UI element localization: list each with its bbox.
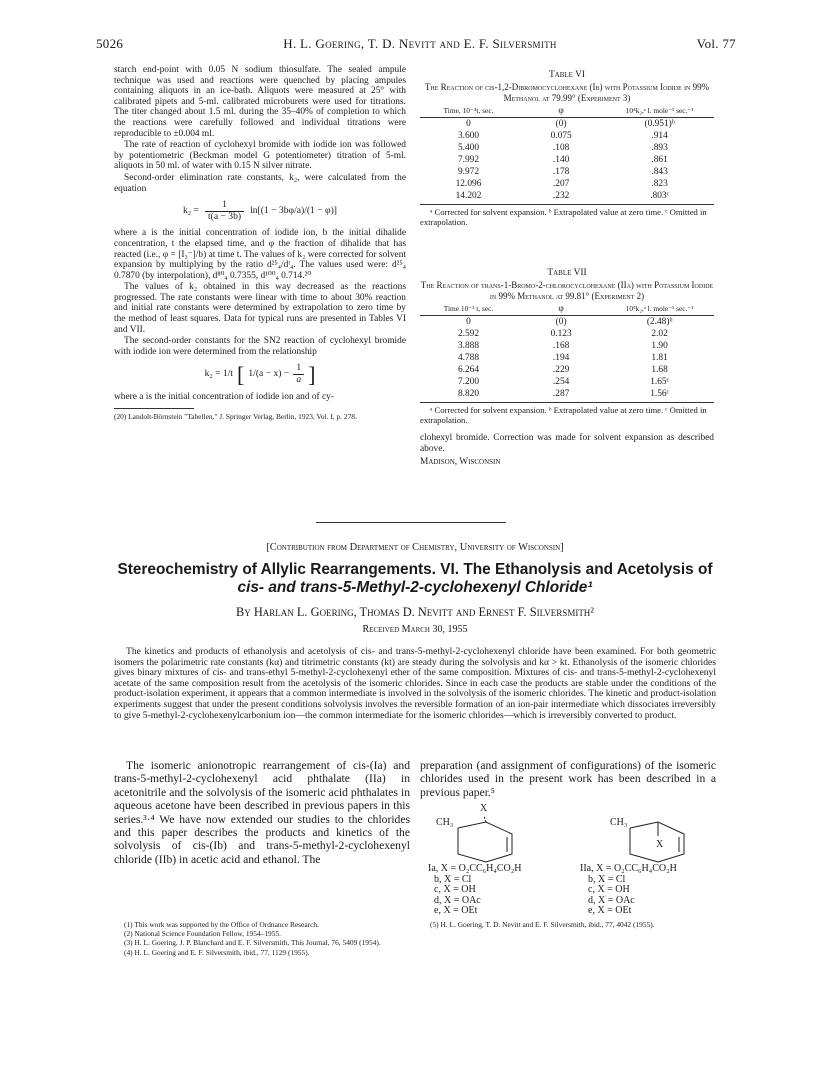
page-number: 5026 bbox=[96, 36, 124, 51]
paragraph: The rate of reaction of cyclohexyl bromide with iodide ion was followed by potentiometric (Beckman model G potentiometer) titration of 5-ml. aliquots in 50 ml. of water with 0.15 N silver nitrate. bbox=[114, 140, 406, 172]
section-divider bbox=[316, 522, 506, 523]
legend-line: c, X = OH bbox=[434, 884, 476, 895]
table-cell: .108 bbox=[552, 143, 570, 153]
running-head-authors: H. L. Goering, T. D. Nevitt and E. F. Silversmith bbox=[283, 36, 557, 51]
table-cell: 14.202 bbox=[455, 191, 482, 201]
methyl-label: CH₃ bbox=[436, 817, 454, 828]
table-cell: 1.56ᶜ bbox=[650, 389, 669, 399]
abstract bbox=[114, 647, 716, 721]
table-note: ᵃ Corrected for solvent expansion. ᵇ Extrapolated value at zero time. ᶜ Omitted in extrapolation. bbox=[420, 207, 707, 227]
table-cell: 3.888 bbox=[457, 341, 480, 351]
table-body bbox=[420, 118, 714, 203]
table-row bbox=[420, 340, 714, 352]
legend-line: IIa, X = O₂CC₆H₄CO₂H bbox=[580, 863, 677, 874]
table-row bbox=[420, 178, 714, 190]
table-rule bbox=[420, 204, 714, 205]
table-cell: (0) bbox=[555, 119, 567, 129]
table-cell: (0) bbox=[555, 317, 567, 327]
legend-line: e, X = OEt bbox=[588, 905, 632, 916]
table-cell: .861 bbox=[651, 155, 668, 165]
footnote: (5) H. L. Goering, T. D. Nevitt and E. F. Silversmith, ibid., 77, 4042 (1955). bbox=[430, 920, 655, 929]
table-cell: .194 bbox=[552, 353, 570, 363]
paragraph: where a is the initial concentration of iodide ion and of cy- bbox=[114, 391, 334, 402]
fraction-numerator: 1 bbox=[222, 199, 227, 211]
table-cell: .168 bbox=[552, 341, 570, 351]
footnote: (3) H. L. Goering, J. P. Blanchard and E. F. Silversmith, This Journal, 76, 5409 (1954). bbox=[124, 938, 381, 948]
table-cell: 1.65ᶜ bbox=[650, 377, 669, 387]
table-cell: .914 bbox=[651, 131, 668, 141]
table-row bbox=[420, 364, 714, 376]
structure-legend bbox=[428, 864, 521, 917]
footnote: (4) H. L. Goering and E. F. Silversmith, ibid., 77, 1129 (1955). bbox=[124, 947, 310, 957]
bracket-close: ] bbox=[308, 361, 316, 387]
location-line: Madison, Wisconsin bbox=[420, 457, 501, 468]
table-row bbox=[420, 352, 714, 364]
legend-line: b, X = Cl bbox=[588, 873, 626, 885]
table-label: Table VI bbox=[548, 70, 586, 80]
equation-k2 bbox=[114, 200, 406, 222]
table-cell: .843 bbox=[651, 167, 668, 177]
table-row bbox=[420, 130, 714, 142]
table-cell: 5.400 bbox=[457, 143, 480, 153]
table-cell: 8.820 bbox=[457, 389, 480, 399]
table-cell: (2.48)ᵇ bbox=[646, 317, 673, 327]
table-caption: The Reaction of cis-1,2-Dibromocyclohexane (Ib) with Potassium Iodide in 99% Methanol at 79.99° (Experiment 3) bbox=[424, 82, 710, 103]
table-cell: .893 bbox=[651, 143, 668, 153]
table-cell: 2.592 bbox=[457, 329, 480, 339]
byline: By Harlan L. Goering, Thomas D. Nevitt and Ernest F. Silversmith² bbox=[235, 605, 595, 619]
substituent-x: X bbox=[480, 803, 488, 814]
paragraph: starch end-point with 0.05 N sodium thiosulfate. The sealed ampule technique was used and reactions were quenched by placing ampules containing aliquots in an ice-bath. Aliquots were measured at 25° with calibrated pipets and 5-ml. calibrated microburets were used for titrations. The titer changed about 1.5 ml. during the 35–40% of completion to which the reactions were carefully followed and individual titrations were reproducible to ±0.004 ml. bbox=[114, 65, 406, 139]
table-row bbox=[420, 154, 714, 166]
data-table bbox=[420, 107, 714, 202]
table-cell: .823 bbox=[651, 179, 668, 189]
legend-line: Ia, X = O₂CC₆H₄CO₂H bbox=[428, 863, 522, 874]
legend-line: e, X = OEt bbox=[434, 905, 478, 916]
table-cell: 0.123 bbox=[550, 329, 572, 339]
article-title bbox=[90, 561, 740, 597]
legend-line: d, X = OAc bbox=[434, 894, 481, 906]
paragraph: where a is the initial concentration of iodide ion, b the initial dihalide concentration, t the elapsed time, and φ the fraction of dihalide that has reacted (i.e., φ = [I₃⁻]/b) at time t. The values of k₂ were corrected for solvent expansion by multiplying by the ratio d²⁵₄/dᵗ₄. The values used were: d²⁵₄ 0.7870 (by interpolation), d⁸⁰₄ 0.7355, d¹⁰⁰₄ 0.714.²⁰ bbox=[114, 228, 406, 281]
table-cell: .140 bbox=[552, 155, 570, 165]
paragraph: The values of k₂ obtained in this way decreased as the reactions progressed. The rate constants were linear with time to about 30% reaction and initial rate constants were determined by extrapolation to zero time by the method of least squares. Data for typical runs are presented in Tables VI and VII. bbox=[114, 282, 406, 335]
structure-cis bbox=[426, 804, 576, 914]
footnote-20: (20) Landolt-Börnstein "Tabellen," J. Springer Verlag, Berlin, 1923, Vol. I, p. 278. bbox=[114, 412, 357, 422]
legend-line: c, X = OH bbox=[588, 884, 630, 895]
volume-label: Vol. 77 bbox=[696, 36, 736, 51]
legend-line: d, X = OAc bbox=[588, 894, 635, 906]
table-vi bbox=[420, 70, 714, 227]
contribution-line: [Contribution from Department of Chemistry, University of Wisconsin] bbox=[266, 542, 564, 553]
equation-lhs: k₂ = 1/t bbox=[204, 368, 234, 380]
table-cell: 2.02 bbox=[651, 329, 668, 339]
bracket-open: [ bbox=[237, 361, 245, 387]
legend-line: b, X = Cl bbox=[434, 873, 472, 885]
table-row bbox=[420, 376, 714, 388]
table-cell: .232 bbox=[552, 191, 570, 201]
table-cell: 12.096 bbox=[455, 179, 482, 189]
table-vii bbox=[420, 268, 714, 468]
table-cell: 7.200 bbox=[457, 377, 480, 387]
table-cell: .207 bbox=[552, 179, 570, 189]
paragraph: clohexyl bromide. Correction was made for solvent expansion as described above. bbox=[420, 433, 714, 454]
column-header: Time 10⁻³ t, sec. bbox=[420, 305, 517, 316]
table-cell: .803ᶜ bbox=[650, 191, 669, 201]
column-header: 10⁴k₂,ᵃ l. mole⁻¹ sec.⁻¹ bbox=[605, 107, 714, 118]
table-cell: 7.992 bbox=[457, 155, 480, 165]
fraction-numerator: 1 bbox=[296, 362, 302, 374]
table-cell: 1.68 bbox=[651, 365, 668, 375]
footnotes-right bbox=[420, 920, 716, 929]
fraction bbox=[205, 200, 244, 222]
paragraph: preparation (and assignment of configurations) of the isomeric chlorides used in the present work has been described in a previous paper.⁵ bbox=[420, 759, 716, 799]
received-date: Received March 30, 1955 bbox=[362, 624, 468, 635]
equation-rhs: ln[(1 − 3bφ/a)/(1 − φ)] bbox=[250, 204, 337, 216]
data-table bbox=[420, 305, 714, 400]
footnote: (2) National Science Foundation Fellow, 1954–1955. bbox=[124, 929, 281, 939]
table-cell: 4.788 bbox=[457, 353, 480, 363]
column-header: Time, 10⁻⁴t, sec. bbox=[420, 107, 517, 118]
table-cell: .254 bbox=[552, 377, 570, 387]
paragraph: The isomeric anionotropic rearrangement of cis-(Ia) and trans-5-methyl-2-cyclohexenyl acid phthalate (IIa) in acetonitrile and the solvolysis of the isomeric acid phthalates in aqueous acetone have been described in previous papers in this series.³·⁴ We have now extended our studies to the chlorides and this paper describes the products and kinetics of the solvolysis of cis-(Ib) and trans-5-methyl-2-cyclohexenyl chloride (IIb) in acetic acid and ethanol. The bbox=[114, 759, 410, 866]
table-row bbox=[420, 316, 714, 329]
cyclohexene-ring-icon bbox=[452, 814, 522, 864]
table-row bbox=[420, 328, 714, 340]
table-cell: 1.81 bbox=[651, 353, 668, 363]
body-right-column bbox=[420, 759, 716, 799]
table-cell: 1.90 bbox=[651, 341, 668, 351]
table-row bbox=[420, 118, 714, 131]
table-header-row bbox=[420, 305, 714, 316]
structure-legend bbox=[580, 864, 677, 917]
abstract-text: The kinetics and products of ethanolysis and acetolysis of cis- and trans-5-methyl-2-cyclohexenyl chloride have been examined. For both geometric isomers the polarimetric rate constants (kα) and titrimetric constants (kt) are steady during the solvolysis and kα > kt. Ethanolysis of the isomeric chlorides gives binary mixtures of cis- and trans-ethyl 5-methyl-2-cyclohexenyl ether of the same composition. Mixtures of cis- and trans-5-methyl-2-cyclohexenyl acetate of the same composition result from the acetolysis of the isomeric chlorides. Since in each case the products are stable under the conditions of the product-isolation experiment, it appears that a common intermediate is involved in the solvolysis of the isomeric chlorides. The kinetic and product-isolation experiments suggest that under the present conditions solvolysis involves the reversible formation of an ion-pair intermediate which dissociates irreversibly to give 5-methyl-2-cyclohexenylcarbonium ion—the common intermediate for the isomeric chlorides—which is irreversibly converted to product. bbox=[114, 646, 716, 721]
paragraph: Second-order elimination rate constants, k₂, were calculated from the equation bbox=[114, 172, 406, 194]
equation-lhs: k₂ = bbox=[183, 204, 199, 216]
equation-term: 1/(a − x) − bbox=[248, 368, 290, 380]
table-caption: The Reaction of trans-1-Bromo-2-chlorocyclohexane (IIa) with Potassium Iodide in 99% Methanol at 99.81° (Experiment 2) bbox=[420, 280, 714, 301]
table-cell: .287 bbox=[552, 389, 570, 399]
body-left-column bbox=[114, 759, 410, 866]
table-cell: 0 bbox=[466, 317, 471, 327]
table-cell: 0.075 bbox=[550, 131, 572, 141]
table-row bbox=[420, 190, 714, 202]
fraction bbox=[293, 363, 304, 385]
table-row bbox=[420, 166, 714, 178]
table-cell: 3.600 bbox=[457, 131, 480, 141]
column-header: 10⁵k₂,ᵃ l. mole⁻¹ sec.⁻¹ bbox=[605, 305, 714, 316]
title-line: cis- and trans-5-Methyl-2-cyclohexenyl Chloride¹ bbox=[237, 579, 593, 596]
footnote: (1) This work was supported by the Office of Ordnance Research. bbox=[124, 920, 319, 929]
table-cell: 6.264 bbox=[457, 365, 480, 375]
column-header: φ bbox=[517, 107, 605, 118]
fraction-denominator: a bbox=[293, 374, 304, 386]
methyl-label: CH₃ bbox=[610, 817, 628, 828]
footnote-rule bbox=[114, 408, 194, 409]
substituent-x: X bbox=[656, 839, 664, 850]
equation-sn2 bbox=[114, 363, 406, 385]
table-cell: (0.951)ᵇ bbox=[644, 119, 675, 129]
fraction-denominator: t(a − 3b) bbox=[205, 211, 244, 223]
paragraph: The second-order constants for the SN2 reaction of cyclohexyl bromide with iodide ion were determined from the relationship bbox=[114, 336, 406, 357]
title-line: Stereochemistry of Allylic Rearrangements. VI. The Ethanolysis and Acetolysis of bbox=[117, 561, 713, 578]
structure-trans bbox=[580, 804, 716, 914]
table-cell: .229 bbox=[552, 365, 570, 375]
table-rule bbox=[420, 402, 714, 403]
table-cell: 9.972 bbox=[457, 167, 480, 177]
table-cell: 0 bbox=[466, 119, 471, 129]
table-cell: .178 bbox=[552, 167, 570, 177]
table-row bbox=[420, 142, 714, 154]
left-column bbox=[114, 65, 406, 421]
table-header-row bbox=[420, 107, 714, 118]
table-note: ᵃ Corrected for solvent expansion. ᵇ Extrapolated value at zero time. ᶜ Omitted in extrapolation. bbox=[420, 405, 707, 425]
table-row bbox=[420, 388, 714, 400]
table-label: Table VII bbox=[547, 268, 587, 278]
column-header: φ bbox=[517, 305, 605, 316]
footnotes-left bbox=[114, 920, 410, 957]
table-body bbox=[420, 316, 714, 401]
